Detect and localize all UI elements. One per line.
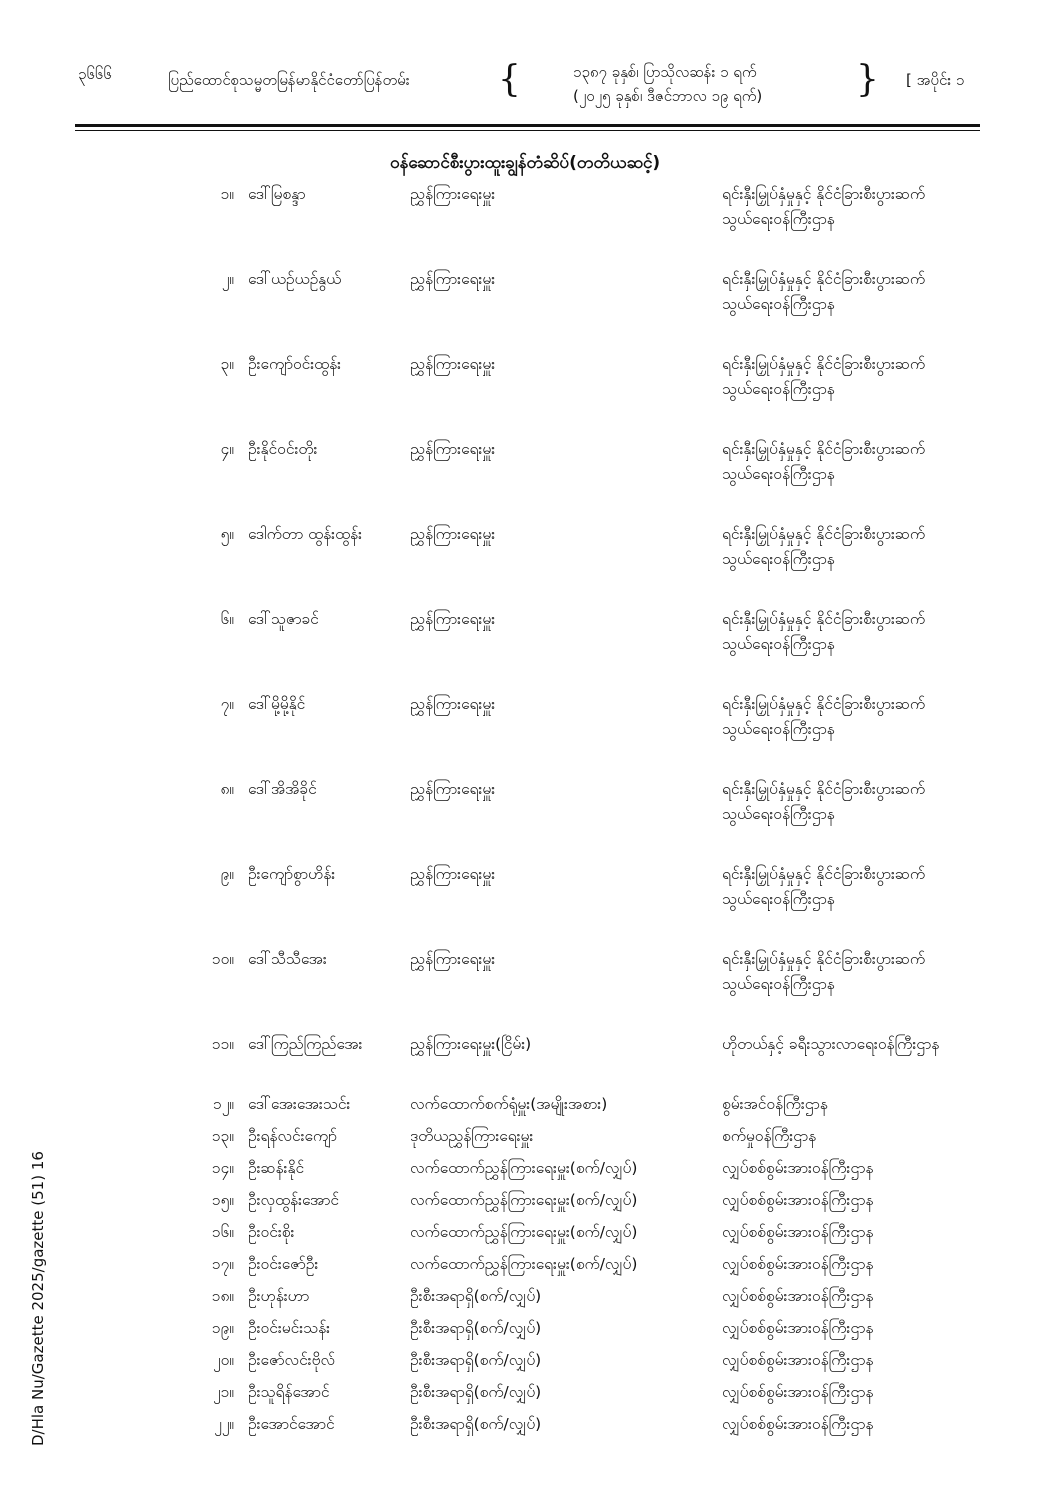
item-number: ၁၅။ [211, 1191, 234, 1209]
recipient-name: ဦးကျော်ဝင်းထွန်း [248, 355, 342, 373]
recipient-position: ညွှန်ကြားရေးမှူး [410, 610, 496, 628]
item-number: ၁။ [220, 185, 234, 203]
recipient-department: လျှပ်စစ်စွမ်းအားဝန်ကြီးဌာန [722, 1383, 874, 1401]
recipient-department: လျှပ်စစ်စွမ်းအားဝန်ကြီးဌာန [722, 1319, 874, 1337]
recipient-name: ဒေါ်အေးအေးသင်း [248, 1095, 351, 1113]
recipient-department: လျှပ်စစ်စွမ်းအားဝန်ကြီးဌာန [722, 1351, 874, 1369]
recipient-department: စွမ်းအင်ဝန်ကြီးဌာန [722, 1095, 828, 1113]
recipient-position: ဦးစီးအရာရှိ(စက်/လျှပ်) [410, 1287, 542, 1305]
recipient-position: ညွှန်ကြားရေးမှူး [410, 865, 496, 883]
recipient-department: ရင်းနှီးမြှုပ်နှံမှုနှင့် နိုင်ငံခြားစီးပွားဆက်သွယ်ရေးဝန်ကြီးဌာန [722, 610, 926, 653]
item-number: ၃။ [220, 355, 234, 373]
recipient-position: ဒုတိယညွှန်ကြားရေးမှူး [410, 1127, 534, 1145]
recipient-name: ဒေါ်ကြည်ကြည်အေး [248, 1035, 363, 1053]
recipient-name: ဦးဝင်းဇော်ဦး [248, 1255, 319, 1273]
recipient-department: လျှပ်စစ်စွမ်းအားဝန်ကြီးဌာန [722, 1191, 874, 1209]
item-number: ၁၃။ [211, 1127, 234, 1145]
item-number: ၁၂။ [212, 1095, 234, 1113]
recipient-department: ရင်းနှီးမြှုပ်နှံမှုနှင့် နိုင်ငံခြားစီးပွားဆက်သွယ်ရေးဝန်ကြီးဌာန [722, 950, 926, 993]
page-number: ၃၆၆၆ [78, 65, 112, 83]
item-number: ၈။ [220, 780, 234, 798]
item-number: ၂။ [221, 270, 234, 288]
recipient-name: ဒေါ်သီသီအေး [248, 950, 327, 968]
header-rule-thick [75, 124, 980, 127]
date-line-2: (၂၀၂၅ ခုနှစ်၊ ဒီဇင်ဘာလ ၁၉ ရက်) [573, 87, 763, 105]
side-reference: D/Hla Nu/Gazette 2025/gazette (51) 16 [29, 1151, 47, 1446]
recipient-department: ရင်းနှီးမြှုပ်နှံမှုနှင့် နိုင်ငံခြားစီးပွားဆက်သွယ်ရေးဝန်ကြီးဌာန [722, 695, 926, 738]
recipient-name: ဦးသူရိန်အောင် [248, 1383, 330, 1401]
recipient-department: လျှပ်စစ်စွမ်းအားဝန်ကြီးဌာန [722, 1415, 874, 1433]
recipient-department: စက်မှုဝန်ကြီးဌာန [722, 1127, 817, 1145]
recipient-position: ဦးစီးအရာရှိ(စက်/လျှပ်) [410, 1319, 542, 1337]
recipient-department: လျှပ်စစ်စွမ်းအားဝန်ကြီးဌာန [722, 1287, 874, 1305]
item-number: ၁၄။ [211, 1159, 234, 1177]
recipient-position: ဦးစီးအရာရှိ(စက်/လျှပ်) [410, 1351, 542, 1369]
recipient-position: လက်ထောက်ညွှန်ကြားရေးမှူး(စက်/လျှပ်) [410, 1223, 638, 1241]
recipient-department: လျှပ်စစ်စွမ်းအားဝန်ကြီးဌာန [722, 1223, 874, 1241]
item-number: ၁၉။ [211, 1319, 234, 1337]
recipient-department: ရင်းနှီးမြှုပ်နှံမှုနှင့် နိုင်ငံခြားစီးပွားဆက်သွယ်ရေးဝန်ကြီးဌာန [722, 355, 926, 398]
item-number: ၉။ [220, 865, 234, 883]
item-number: ၅။ [220, 525, 234, 543]
publication-title: ပြည်ထောင်စုသမ္မတမြန်မာနိုင်ငံတော်ပြန်တမ်း [168, 71, 410, 89]
recipient-position: ညွှန်ကြားရေးမှူး [410, 440, 496, 458]
recipient-name: ဦးလှထွန်းအောင် [248, 1191, 340, 1209]
recipient-department: ရင်းနှီးမြှုပ်နှံမှုနှင့် နိုင်ငံခြားစီးပွားဆက်သွယ်ရေးဝန်ကြီးဌာန [722, 185, 926, 228]
part-label: [ အပိုင်း ၁ [906, 71, 965, 89]
recipient-department: ရင်းနှီးမြှုပ်နှံမှုနှင့် နိုင်ငံခြားစီးပွားဆက်သွယ်ရေးဝန်ကြီးဌာန [722, 270, 926, 313]
recipient-department: ရင်းနှီးမြှုပ်နှံမှုနှင့် နိုင်ငံခြားစီးပွားဆက်သွယ်ရေးဝန်ကြီးဌာန [722, 440, 926, 483]
recipient-name: ဦးကျော်စွာဟိန်း [248, 865, 336, 883]
recipient-position: ညွှန်ကြားရေးမှူး(ငြိမ်း) [410, 1035, 532, 1053]
recipient-name: ဒေါ်အိအိခိုင် [248, 780, 317, 798]
item-number: ၁၇။ [211, 1255, 234, 1273]
recipient-name: ဦးဝင်းစိုး [248, 1223, 295, 1241]
recipient-department: ရင်းနှီးမြှုပ်နှံမှုနှင့် နိုင်ငံခြားစီးပွားဆက်သွယ်ရေးဝန်ကြီးဌာန [722, 525, 926, 568]
recipient-position: ညွှန်ကြားရေးမှူး [410, 695, 496, 713]
section-title: ဝန်ဆောင်စီးပွားထူးချွန်တံဆိပ်(တတိယဆင့်) [390, 153, 661, 173]
item-number: ၂၁။ [212, 1383, 234, 1401]
recipient-position: လက်ထောက်ညွှန်ကြားရေးမှူး(စက်/လျှပ်) [410, 1191, 638, 1209]
header-rule-thin [75, 130, 980, 131]
recipient-name: ဒေါ်ယဉ်ယဉ်နွယ် [248, 270, 342, 288]
recipient-department: လျှပ်စစ်စွမ်းအားဝန်ကြီးဌာန [722, 1255, 874, 1273]
recipient-department: လျှပ်စစ်စွမ်းအားဝန်ကြီးဌာန [722, 1159, 874, 1177]
recipient-position: လက်ထောက်ညွှန်ကြားရေးမှူး(စက်/လျှပ်) [410, 1159, 638, 1177]
item-number: ၂၂။ [214, 1415, 234, 1433]
recipient-name: ဒေါ်သူဇာခင် [248, 610, 319, 628]
recipient-department: ရင်းနှီးမြှုပ်နှံမှုနှင့် နိုင်ငံခြားစီးပွားဆက်သွယ်ရေးဝန်ကြီးဌာန [722, 780, 926, 823]
recipient-name: ဦးနိုင်ဝင်းတိုး [248, 440, 318, 458]
date-line-1: ၁၃၈၇ ခုနှစ်၊ ပြာသိုလဆန်း ၁ ရက် [573, 63, 757, 81]
item-number: ၇။ [220, 695, 234, 713]
recipient-position: လက်ထောက်ညွှန်ကြားရေးမှူး(စက်/လျှပ်) [410, 1255, 638, 1273]
item-number: ၄။ [220, 440, 234, 458]
recipient-name: ဒေါ်မို့မို့နိုင် [248, 695, 306, 713]
recipient-position: ဦးစီးအရာရှိ(စက်/လျှပ်) [410, 1415, 542, 1433]
item-number: ၁၀။ [211, 950, 234, 968]
item-number: ၂၀။ [212, 1351, 234, 1369]
recipient-position: ညွှန်ကြားရေးမှူး [410, 270, 496, 288]
recipient-name: ဒေါ်မြစန္ဒာ [248, 185, 306, 203]
right-brace: } [856, 59, 879, 100]
recipient-name: ဦးဆန်းနိုင် [248, 1159, 305, 1177]
recipient-department: ဟိုတယ်နှင့် ခရီးသွားလာရေးဝန်ကြီးဌာန [722, 1035, 940, 1053]
recipient-department: ရင်းနှီးမြှုပ်နှံမှုနှင့် နိုင်ငံခြားစီးပွားဆက်သွယ်ရေးဝန်ကြီးဌာန [722, 865, 926, 908]
recipient-name: ဦးဝင်းမင်းသန်း [248, 1319, 331, 1337]
left-brace: { [498, 59, 521, 100]
item-number: ၆။ [220, 610, 234, 628]
recipient-name: ဦးဇော်လင်းဗိုလ် [248, 1351, 335, 1369]
recipient-position: ညွှန်ကြားရေးမှူး [410, 780, 496, 798]
recipient-position: ညွှန်ကြားရေးမှူး [410, 525, 496, 543]
recipient-name: ဦးရန်လင်းကျော် [248, 1127, 337, 1145]
recipient-position: ညွှန်ကြားရေးမှူး [410, 950, 496, 968]
recipient-position: လက်ထောက်စက်ရုံမှူး(အမျိုးအစား) [410, 1095, 608, 1113]
recipient-position: ဦးစီးအရာရှိ(စက်/လျှပ်) [410, 1383, 542, 1401]
recipient-name: ဒေါက်တာ ထွန်းထွန်း [248, 525, 363, 543]
recipient-name: ဦးဟုန်းဟာ [248, 1287, 310, 1305]
item-number: ၁၆။ [211, 1223, 234, 1241]
recipient-position: ညွှန်ကြားရေးမှူး [410, 185, 496, 203]
item-number: ၁၈။ [211, 1287, 234, 1305]
recipient-position: ညွှန်ကြားရေးမှူး [410, 355, 496, 373]
recipient-name: ဦးအောင်အောင် [248, 1415, 335, 1433]
item-number: ၁၁။ [211, 1035, 234, 1053]
